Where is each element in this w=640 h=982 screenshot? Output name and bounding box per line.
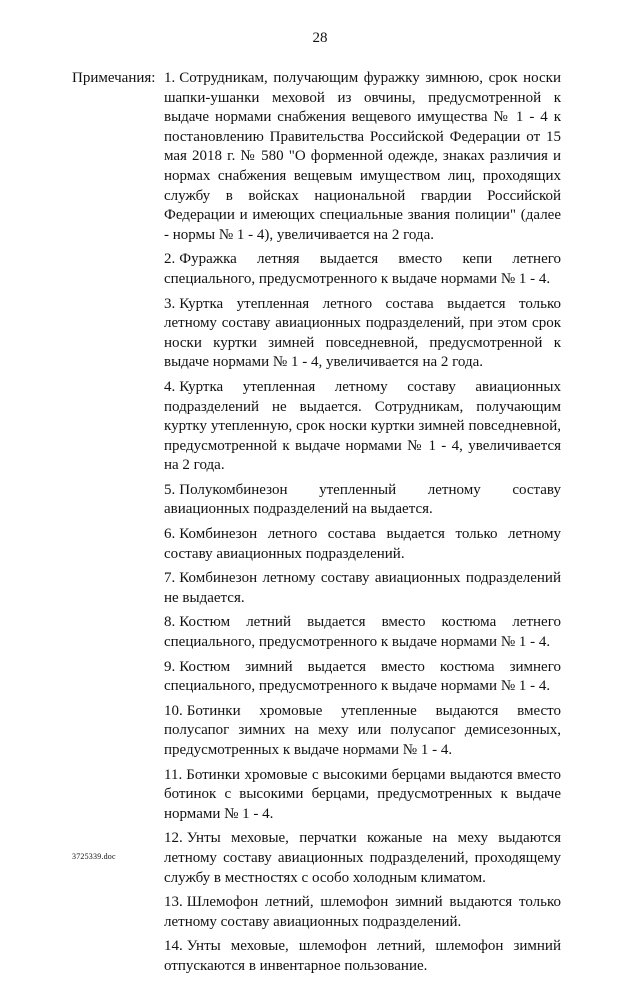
note-number: 1. <box>164 70 176 86</box>
note-number: 13. <box>164 894 183 911</box>
file-reference: 3725339.doc <box>72 852 116 861</box>
note-item <box>164 481 561 520</box>
note-item <box>164 295 561 373</box>
note-text: Комбинезон летного состава выдается только летному составу авиационных подразделений. <box>164 526 561 562</box>
note-item <box>164 69 561 245</box>
note-item <box>164 613 561 652</box>
note-text: Комбинезон летному составу авиационных подразделений не выдается. <box>164 570 561 606</box>
note-number: 12. <box>164 830 183 847</box>
note-text: Куртка утепленная летному составу авиационных подразделений не выдается. Сотрудникам, получающим куртку утепленную, срок носки куртки зимней повседневной, предусмотренной к выдаче нормами № 1 - 4, увеличивается на 2 года. <box>164 378 561 474</box>
note-number: 9. <box>164 658 176 675</box>
note-item <box>164 702 561 761</box>
notes-list <box>164 69 561 982</box>
note-number: 11. <box>164 766 183 783</box>
note-number: 10. <box>164 702 183 719</box>
note-number: 2. <box>164 251 176 268</box>
note-text: Костюм зимний выдается вместо костюма зимнего специального, предусмотренного к выдаче нормами № 1 - 4. <box>164 658 561 695</box>
note-number: 4. <box>164 378 176 395</box>
note-text: Ботинки хромовые с высокими берцами выдаются вместо ботинок с высокими берцами, предусмотренных к выдаче нормами № 1 - 4. <box>164 766 561 822</box>
page-number: 28 <box>312 30 328 46</box>
note-number: 3. <box>164 295 176 312</box>
note-number: 8. <box>164 614 176 631</box>
note-item <box>164 766 561 825</box>
note-text: Ботинки хромовые утепленные выдаются вместо полусапог зимних на меху или полусапог демисезонных, предусмотренных к выдаче нормами № 1 - 4. <box>164 702 561 758</box>
note-number: 7. <box>164 570 176 587</box>
note-text: Фуражка летняя выдается вместо кепи летнего специального, предусмотренного к выдаче нормами № 1 - 4. <box>164 251 561 287</box>
note-number: 6. <box>164 526 176 543</box>
note-item <box>164 250 561 289</box>
notes-label: Примечания: <box>72 70 156 86</box>
note-item <box>164 937 561 976</box>
note-text: Унты меховые, перчатки кожаные на меху выдаются летному составу авиационных подразделений, проходящему службу в местностях с особо холодным климатом. <box>164 830 561 886</box>
note-text: Куртка утепленная летного состава выдается только летному составу авиационных подразделений, при этом срок носки куртки зимней повседневной, предусмотренной к выдаче нормами № 1 - 4, увеличивается на 2 года. <box>164 295 561 371</box>
note-item <box>164 829 561 888</box>
note-item <box>164 893 561 932</box>
note-number: 5. <box>164 481 176 498</box>
note-item <box>164 569 561 608</box>
note-text: Костюм летний выдается вместо костюма летнего специального, предусмотренного к выдаче нормами № 1 - 4. <box>164 614 561 651</box>
note-item <box>164 658 561 697</box>
note-text: Полукомбинезон утепленный летному составу авиационных подразделений на выдается. <box>164 481 561 518</box>
note-item <box>164 378 561 476</box>
note-text: Сотрудникам, получающим фуражку зимнюю, срок носки шапки-ушанки меховой из овчины, предусмотренной к выдаче нормами снабжения вещевого имущества № 1 - 4 к постановлению Правительства Российской Федерации от 15 мая 2018 г. № 580 "О форменной одежде, знаках различия и нормах снабжения вещевым имуществом лиц, проходящих службу в войсках национальной гвардии Российской Федерации и имеющих специальные звания полиции" (далее - нормы № 1 - 4), увеличивается на 2 года. <box>164 70 561 243</box>
note-text: Шлемофон летний, шлемофон зимний выдаются только летному составу авиационных подразделений. <box>164 894 561 930</box>
note-number: 14. <box>164 938 183 955</box>
note-item <box>164 525 561 564</box>
note-text: Унты меховые, шлемофон летний, шлемофон зимний отпускаются в инвентарное пользование. <box>164 938 561 974</box>
